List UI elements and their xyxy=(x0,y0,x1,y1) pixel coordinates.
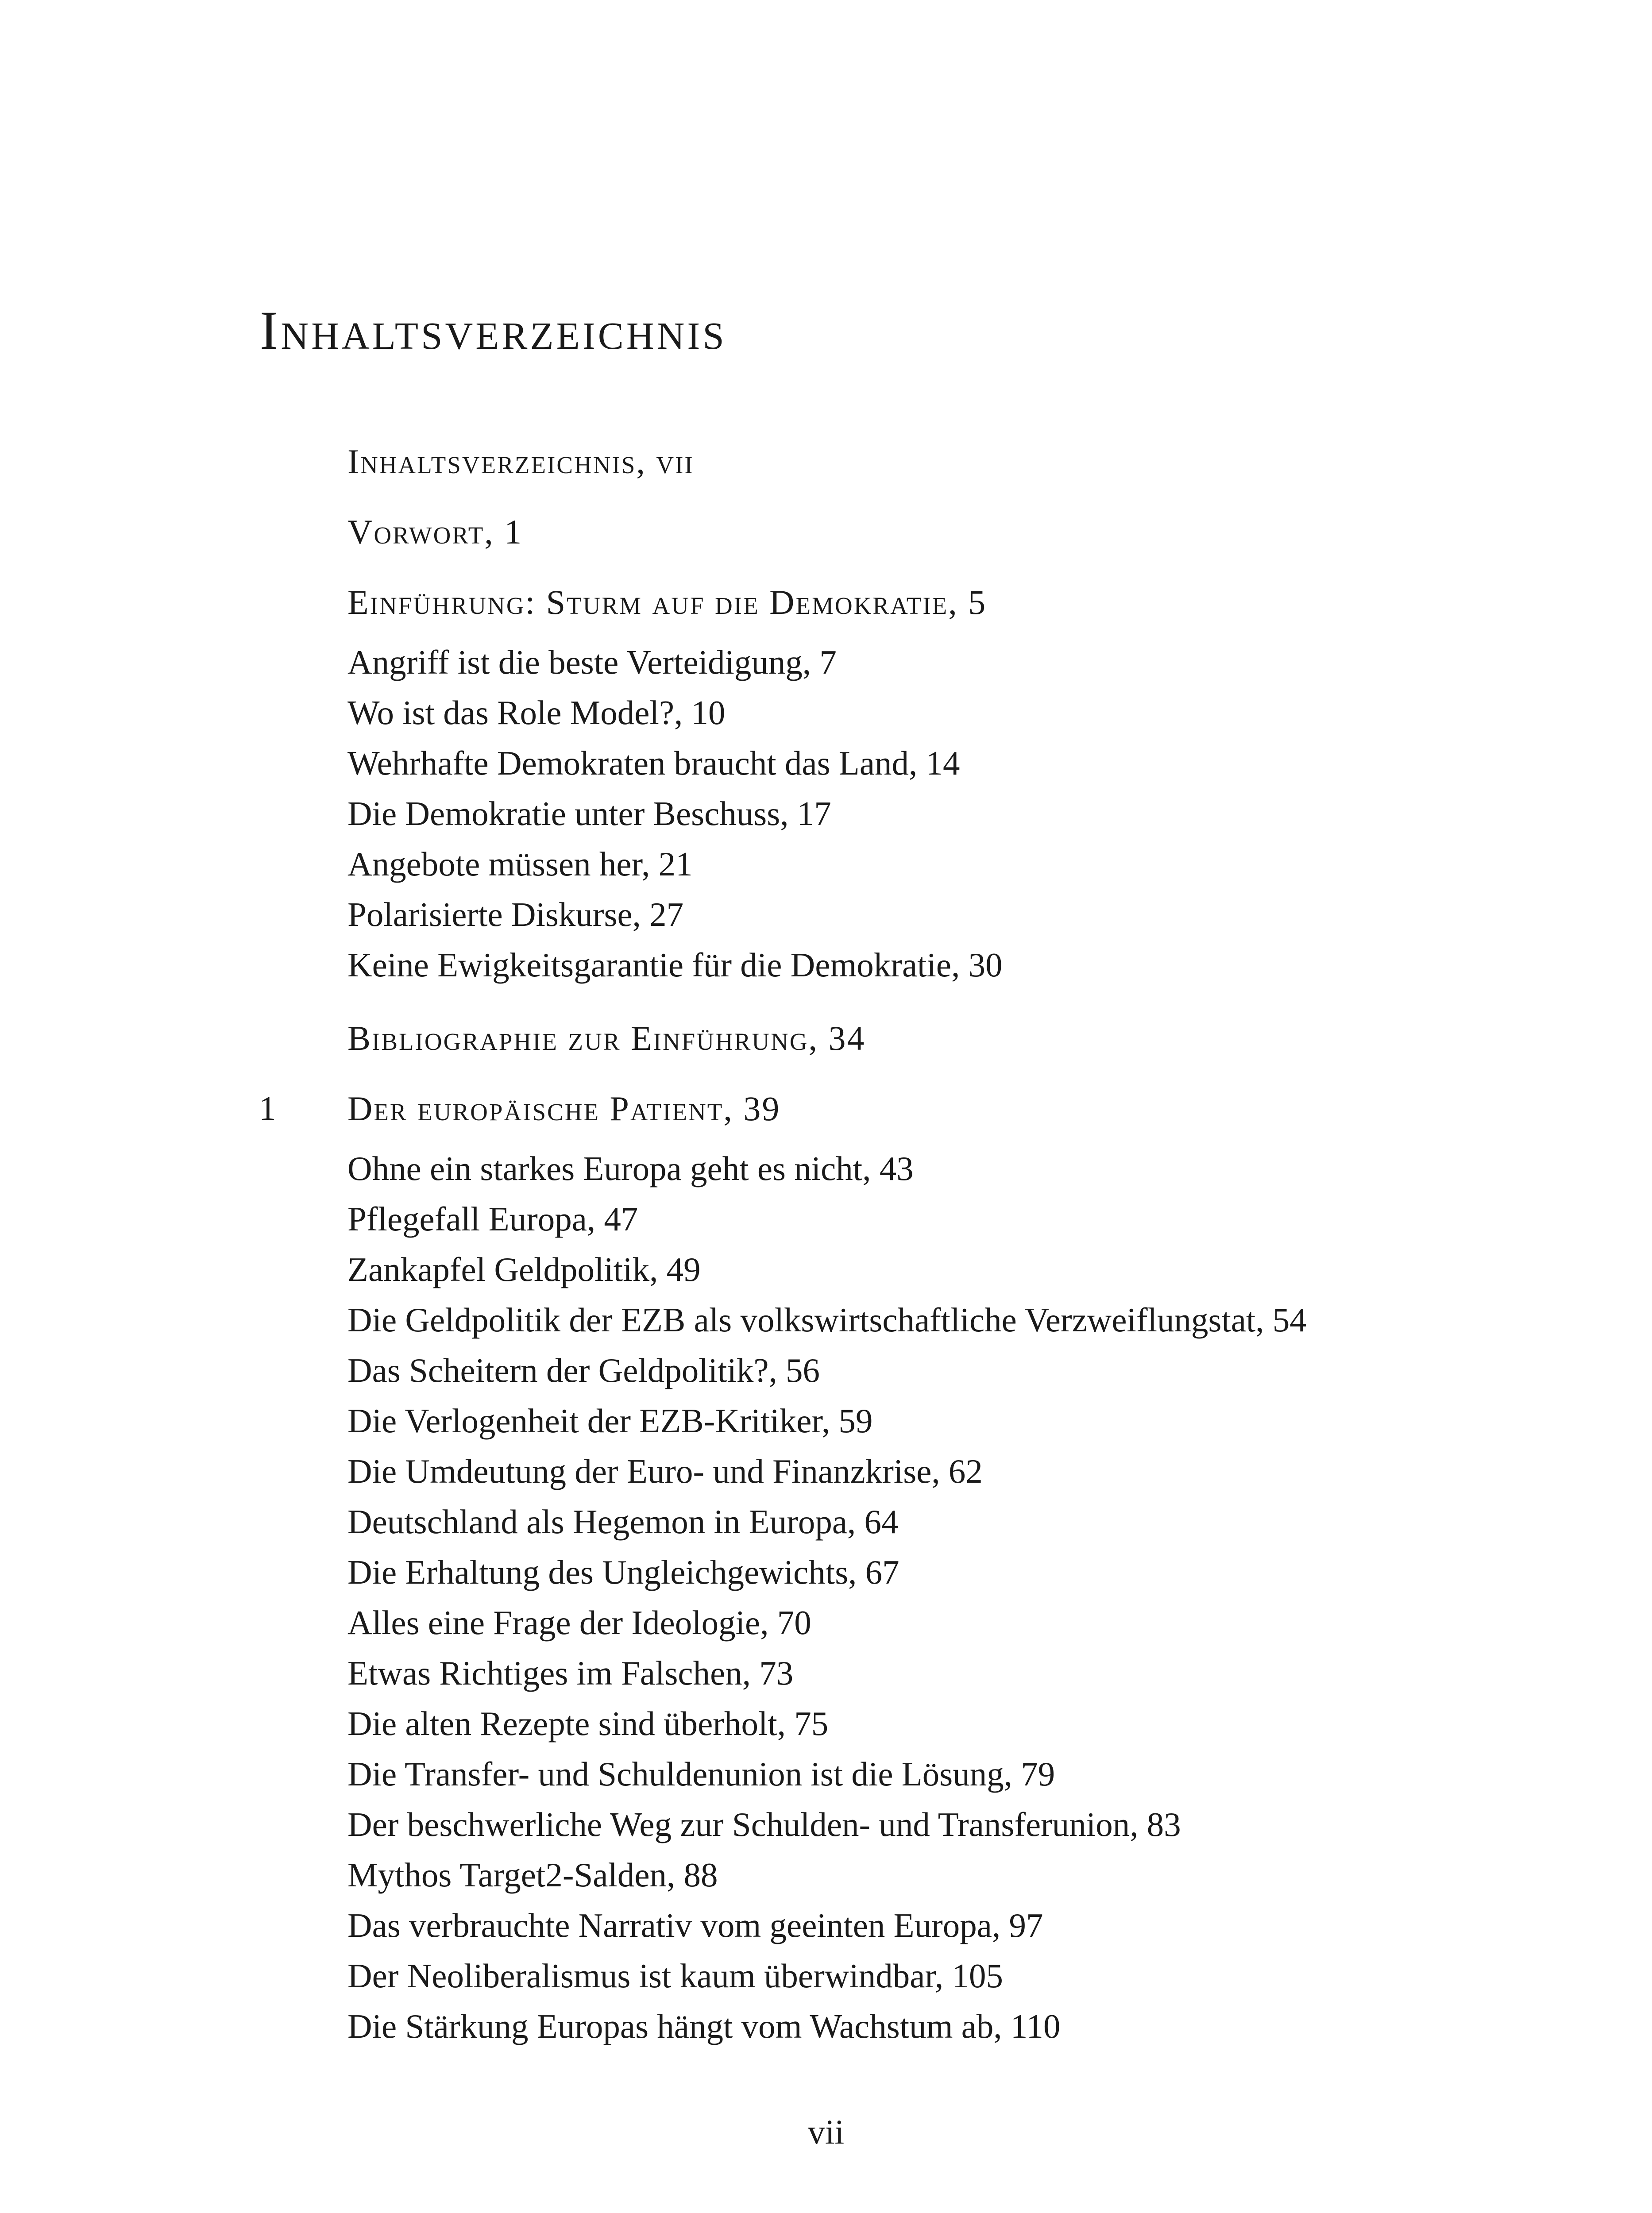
toc-entry: Zankapfel Geldpolitik, 49 xyxy=(347,1250,701,1288)
toc-entry: Die alten Rezepte sind überholt, 75 xyxy=(347,1704,829,1743)
toc-entry: Etwas Richtiges im Falschen, 73 xyxy=(347,1654,794,1692)
toc-entry: Angebote müssen her, 21 xyxy=(347,845,693,883)
toc-entry: Wo ist das Role Model?, 10 xyxy=(347,694,726,732)
toc-entry: Keine Ewigkeitsgarantie für die Demokratie, 30 xyxy=(347,946,1003,984)
toc-heading-foreword: Vorwort, 1 xyxy=(347,513,523,551)
toc-heading-contents: Inhaltsverzeichnis, vii xyxy=(347,442,694,481)
page-number: vii xyxy=(807,2113,845,2151)
toc-entry: Die Stärkung Europas hängt vom Wachstum ab, 110 xyxy=(347,2007,1061,2045)
toc-entry: Angriff ist die beste Verteidigung, 7 xyxy=(347,643,837,681)
toc-heading-bibliography: Bibliographie zur Einführung, 34 xyxy=(347,1019,866,1057)
page-title: Inhaltsverzeichnis xyxy=(260,300,727,361)
toc-entry: Wehrhafte Demokraten braucht das Land, 14 xyxy=(347,744,960,782)
toc-entry: Die Verlogenheit der EZB-Kritiker, 59 xyxy=(347,1402,873,1440)
toc-entry: Mythos Target2-Salden, 88 xyxy=(347,1856,718,1894)
toc-entry: Polarisierte Diskurse, 27 xyxy=(347,895,684,933)
toc-entry: Pflegefall Europa, 47 xyxy=(347,1200,638,1238)
chapter-number: 1 xyxy=(259,1089,276,1127)
toc-entry: Die Transfer- und Schuldenunion ist die Lösung, 79 xyxy=(347,1755,1055,1793)
toc-entry: Alles eine Frage der Ideologie, 70 xyxy=(347,1604,811,1642)
toc-entry: Das Scheitern der Geldpolitik?, 56 xyxy=(347,1351,820,1389)
toc-entry: Die Erhaltung des Ungleichgewichts, 67 xyxy=(347,1553,899,1591)
toc-entry: Ohne ein starkes Europa geht es nicht, 43 xyxy=(347,1149,914,1187)
toc-entry: Die Umdeutung der Euro- und Finanzkrise, 62 xyxy=(347,1452,983,1490)
toc-entry: Das verbrauchte Narrativ vom geeinten Europa, 97 xyxy=(347,1906,1043,1944)
toc-entry: Deutschland als Hegemon in Europa, 64 xyxy=(347,1503,899,1541)
toc-entry: Die Geldpolitik der EZB als volkswirtschaftliche Verzweiflungstat, 54 xyxy=(347,1301,1307,1339)
toc-entry: Die Demokratie unter Beschuss, 17 xyxy=(347,794,831,833)
toc-heading-introduction: Einführung: Sturm auf die Demokratie, 5 xyxy=(347,583,987,621)
toc-heading-chapter-1: Der europäische Patient, 39 xyxy=(347,1089,781,1128)
toc-entry: Der beschwerliche Weg zur Schulden- und Transferunion, 83 xyxy=(347,1805,1181,1843)
toc-entry: Der Neoliberalismus ist kaum überwindbar, 105 xyxy=(347,1957,1003,1995)
